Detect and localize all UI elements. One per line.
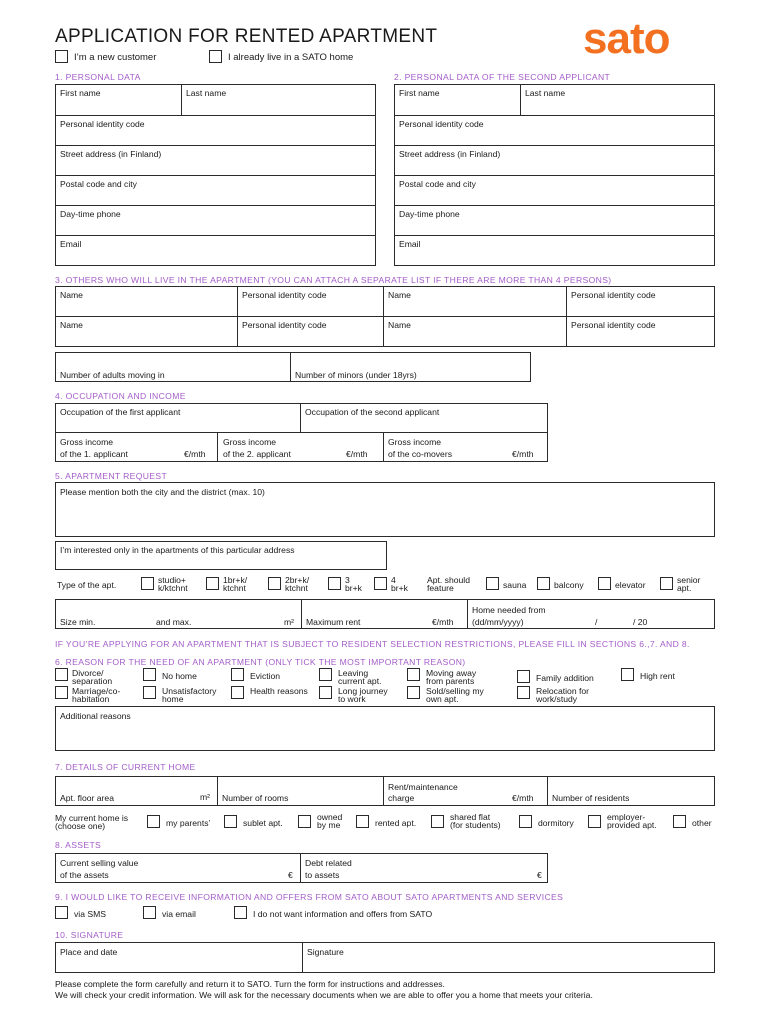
phone-label: Day-time phone <box>60 209 121 219</box>
balcony-checkbox[interactable] <box>537 577 550 590</box>
second-first-name-label: First name <box>399 88 440 98</box>
rented-label: rented apt. <box>375 818 417 828</box>
adults-label: Number of adults moving in <box>60 370 165 380</box>
type-3br-label-b: br+k <box>345 583 362 593</box>
minors-label: Number of minors (under 18yrs) <box>295 370 417 380</box>
other2-name-label: Name <box>388 290 411 300</box>
parents-checkbox[interactable] <box>147 815 160 828</box>
sauna-checkbox[interactable] <box>486 577 499 590</box>
divorce-label-a: Divorce/ <box>72 668 104 678</box>
shared-flat-checkbox[interactable] <box>431 815 444 828</box>
needed-from-label-b: (dd/mm/yyyy) <box>472 617 524 627</box>
additional-reasons-label: Additional reasons <box>60 711 131 721</box>
owned-label-b: by me <box>317 820 341 830</box>
health-checkbox[interactable] <box>231 686 244 699</box>
leaving-label-a: Leaving <box>338 668 369 678</box>
particular-address-label: I’m interested only in the apartments of this particular address <box>60 545 295 555</box>
already-live-checkbox[interactable] <box>209 50 222 63</box>
section-5-heading: 5. APARTMENT REQUEST <box>55 471 168 481</box>
street-label: Street address (in Finland) <box>60 149 162 159</box>
employer-checkbox[interactable] <box>588 815 601 828</box>
svg-text:sato: sato <box>583 20 670 62</box>
other3-name-label: Name <box>60 320 83 330</box>
occupation1-label: Occupation of the first applicant <box>60 407 181 417</box>
date-year-prefix: / 20 <box>633 617 648 627</box>
shared-flat-label-a: shared flat <box>450 812 491 822</box>
via-sms-label: via SMS <box>74 909 106 919</box>
income3-unit: €/mth <box>512 449 534 459</box>
leaving-checkbox[interactable] <box>319 668 332 681</box>
pic-label: Personal identity code <box>60 119 145 129</box>
other2-pic-label: Personal identity code <box>571 290 656 300</box>
floor-area-label: Apt. floor area <box>60 793 114 803</box>
selling-value-label-a: Current selling value <box>60 858 139 868</box>
via-sms-checkbox[interactable] <box>55 906 68 919</box>
divorce-label-b: separation <box>72 676 113 686</box>
senior-label-b: apt. <box>677 583 692 593</box>
relocation-label-a: Relocation for <box>536 686 590 696</box>
type-1br-label-b: ktchnt <box>223 583 246 593</box>
marriage-checkbox[interactable] <box>55 686 68 699</box>
income1-label-b: of the 1. applicant <box>60 449 128 459</box>
current-home-label-b: (choose one) <box>55 821 106 831</box>
sold-label-b: own apt. <box>426 694 459 704</box>
employer-label-a: employer- <box>607 812 646 822</box>
section-9-heading: 9. I WOULD LIKE TO RECEIVE INFORMATION AND OFFERS FROM SATO ABOUT SATO APARTMENTS AND SERVICES <box>55 892 564 902</box>
eviction-checkbox[interactable] <box>231 668 244 681</box>
email-label: Email <box>60 239 82 249</box>
debt-unit: € <box>537 870 542 880</box>
signature-field[interactable] <box>302 942 715 973</box>
section-7-heading: 7. DETAILS OF CURRENT HOME <box>55 762 196 772</box>
other-label: other <box>692 818 712 828</box>
dormitory-label: dormitory <box>538 818 574 828</box>
postal-label: Postal code and city <box>60 179 137 189</box>
income3-label-b: of the co-movers <box>388 449 452 459</box>
last-name-label: Last name <box>186 88 227 98</box>
income2-unit: €/mth <box>346 449 368 459</box>
place-date-label: Place and date <box>60 947 118 957</box>
relocation-label-b: work/study <box>536 694 578 704</box>
occupation2-label: Occupation of the second applicant <box>305 407 440 417</box>
via-email-label: via email <box>162 909 196 919</box>
other-checkbox[interactable] <box>673 815 686 828</box>
already-live-label: I already live in a SATO home <box>228 52 354 63</box>
feature-label-b: feature <box>427 583 454 593</box>
income1-unit: €/mth <box>184 449 206 459</box>
selling-value-label-b: of the assets <box>60 870 109 880</box>
section-3-heading: 3. OTHERS WHO WILL LIVE IN THE APARTMENT (YOU CAN ATTACH A SEPARATE LIST IF THERE ARE MORE THAN 4 PERSONS) <box>55 275 612 285</box>
owned-checkbox[interactable] <box>298 815 311 828</box>
employer-label-b: provided apt. <box>607 820 657 830</box>
type-studio-checkbox[interactable] <box>141 577 154 590</box>
rent-charge-label-b: charge <box>388 793 415 803</box>
feature-label-a: Apt. should <box>427 575 470 585</box>
size-min-label: Size min. <box>60 617 96 627</box>
footer-line-2: We will check your credit information. We will ask for the necessary documents when we are able to offer you a home that meets your criteria. <box>55 990 593 1000</box>
sato-logo <box>583 20 718 62</box>
no-home-label: No home <box>162 671 197 681</box>
date-slash: / <box>595 617 598 627</box>
moving-away-label-b: from parents <box>426 676 475 686</box>
rent-charge-unit: €/mth <box>512 793 534 803</box>
second-street-label: Street address (in Finland) <box>399 149 501 159</box>
other1-pic-label: Personal identity code <box>242 290 327 300</box>
rented-checkbox[interactable] <box>356 815 369 828</box>
section-4-heading: 4. OCCUPATION AND INCOME <box>55 391 186 401</box>
other4-pic-label: Personal identity code <box>571 320 656 330</box>
restriction-notice: IF YOU’RE APPLYING FOR AN APARTMENT THAT IS SUBJECT TO RESIDENT SELECTION RESTRICTIONS, PLEASE FILL IN SECTIONS 6.,7. AND 8. <box>55 639 690 649</box>
apt-type-label: Type of the apt. <box>57 580 117 590</box>
leaving-label-b: current apt. <box>338 676 382 686</box>
footer-line-1: Please complete the form carefully and return it to SATO. Turn the form for instructions and addresses. <box>55 979 445 989</box>
no-offers-checkbox[interactable] <box>234 906 247 919</box>
relocation-checkbox[interactable] <box>517 686 530 699</box>
long-journey-label-b: to work <box>338 694 366 704</box>
unsatisfactory-checkbox[interactable] <box>143 686 156 699</box>
sublet-label: sublet apt. <box>243 818 283 828</box>
type-studio-label-b: k/ktchnt <box>158 583 188 593</box>
balcony-label: balcony <box>554 580 584 590</box>
family-addition-checkbox[interactable] <box>517 670 530 683</box>
second-phone-label: Day-time phone <box>399 209 460 219</box>
section-6-heading: 6. REASON FOR THE NEED OF AN APARTMENT (ONLY TICK THE MOST IMPORTANT REASON) <box>55 657 466 667</box>
moving-away-checkbox[interactable] <box>407 668 420 681</box>
debt-label-a: Debt related <box>305 858 352 868</box>
income2-label-a: Gross income <box>223 437 277 447</box>
long-journey-label-a: Long journey <box>338 686 388 696</box>
page-title: APPLICATION FOR RENTED APARTMENT <box>55 26 438 47</box>
long-journey-checkbox[interactable] <box>319 686 332 699</box>
section-10-heading: 10. SIGNATURE <box>55 930 124 940</box>
marriage-label-b: habitation <box>72 694 110 704</box>
type-4br-label-b: br+k <box>391 583 408 593</box>
sold-label-a: Sold/selling my <box>426 686 484 696</box>
needed-from-label-a: Home needed from <box>472 605 546 615</box>
elevator-label: elevator <box>615 580 646 590</box>
type-3br-checkbox[interactable] <box>328 577 341 590</box>
income1-label-a: Gross income <box>60 437 114 447</box>
type-2br-checkbox[interactable] <box>268 577 281 590</box>
other3-pic-label: Personal identity code <box>242 320 327 330</box>
parents-label: my parents’ <box>166 818 211 828</box>
floor-area-unit: m² <box>200 792 211 802</box>
type-4br-checkbox[interactable] <box>374 577 387 590</box>
income3-label-a: Gross income <box>388 437 442 447</box>
second-pic-label: Personal identity code <box>399 119 484 129</box>
no-home-checkbox[interactable] <box>143 668 156 681</box>
second-email-field[interactable] <box>394 235 715 266</box>
health-label: Health reasons <box>250 686 308 696</box>
max-rent-label: Maximum rent <box>306 617 361 627</box>
no-offers-label: I do not want information and offers from SATO <box>253 909 433 919</box>
section-8-heading: 8. ASSETS <box>55 840 102 850</box>
senior-label-a: senior <box>677 575 701 585</box>
city-district-label: Please mention both the city and the district (max. 10) <box>60 487 265 497</box>
section-1-heading: 1. PERSONAL DATA <box>55 72 141 82</box>
selling-value-unit: € <box>288 870 293 880</box>
size-max-label: and max. <box>156 617 192 627</box>
second-email-label: Email <box>399 239 421 249</box>
unsatisfactory-label-a: Unsatisfactory <box>162 686 217 696</box>
shared-flat-label-b: (for students) <box>450 820 501 830</box>
type-1br-checkbox[interactable] <box>206 577 219 590</box>
max-rent-unit: €/mth <box>432 617 454 627</box>
via-email-checkbox[interactable] <box>143 906 156 919</box>
section-2-heading: 2. PERSONAL DATA OF THE SECOND APPLICANT <box>394 72 611 82</box>
rent-charge-label-a: Rent/maintenance <box>388 782 458 792</box>
other1-name-label: Name <box>60 290 83 300</box>
family-addition-label: Family addition <box>536 673 594 683</box>
owned-label-a: owned <box>317 812 343 822</box>
type-3br-label-a: 3 <box>345 575 350 585</box>
first-name-label: First name <box>60 88 101 98</box>
unsatisfactory-label-b: home <box>162 694 184 704</box>
dormitory-checkbox[interactable] <box>519 815 532 828</box>
elevator-checkbox[interactable] <box>598 577 611 590</box>
sauna-label: sauna <box>503 580 527 590</box>
signature-label: Signature <box>307 947 344 957</box>
type-2br-label-a: 2br+k/ <box>285 575 310 585</box>
new-customer-checkbox[interactable] <box>55 50 68 63</box>
divorce-checkbox[interactable] <box>55 668 68 681</box>
senior-checkbox[interactable] <box>660 577 673 590</box>
residents-label: Number of residents <box>552 793 630 803</box>
type-2br-label-b: ktchnt <box>285 583 308 593</box>
rooms-label: Number of rooms <box>222 793 289 803</box>
high-rent-label: High rent <box>640 671 675 681</box>
email-field[interactable] <box>55 235 376 266</box>
high-rent-checkbox[interactable] <box>621 668 634 681</box>
second-last-name-label: Last name <box>525 88 566 98</box>
income2-label-b: of the 2. applicant <box>223 449 291 459</box>
sold-checkbox[interactable] <box>407 686 420 699</box>
second-postal-label: Postal code and city <box>399 179 476 189</box>
sublet-checkbox[interactable] <box>224 815 237 828</box>
additional-reasons-field[interactable] <box>55 706 715 751</box>
debt-label-b: to assets <box>305 870 340 880</box>
new-customer-label: I’m a new customer <box>74 52 157 63</box>
marriage-label-a: Marriage/co- <box>72 686 121 696</box>
other4-name-label: Name <box>388 320 411 330</box>
type-studio-label-a: studio+ <box>158 575 186 585</box>
type-1br-label-a: 1br+k/ <box>223 575 248 585</box>
eviction-label: Eviction <box>250 671 281 681</box>
type-4br-label-a: 4 <box>391 575 396 585</box>
current-home-label-a: My current home is <box>55 813 129 823</box>
size-unit: m² <box>284 617 295 627</box>
moving-away-label-a: Moving away <box>426 668 477 678</box>
